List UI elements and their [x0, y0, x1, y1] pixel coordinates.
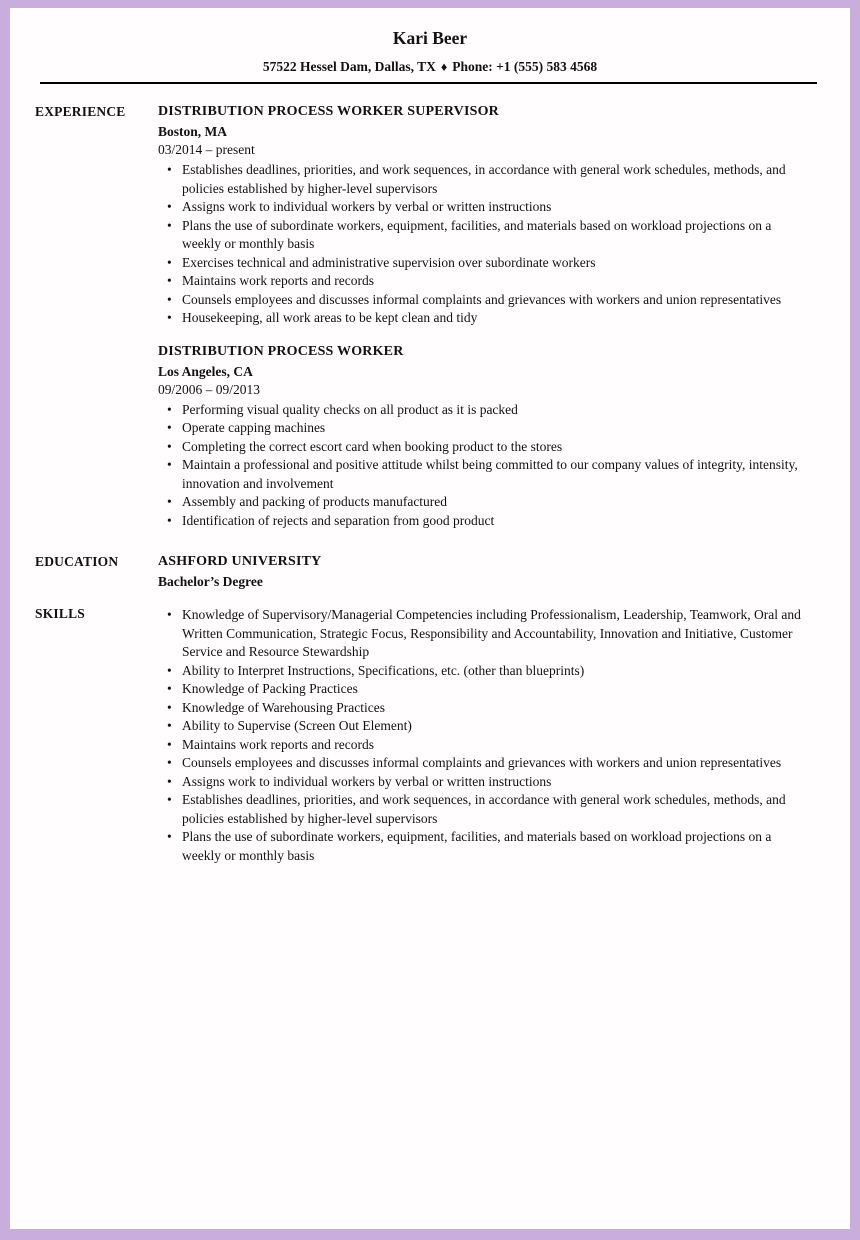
bullet-item: • Assigns work to individual workers by verbal or written instructions [158, 773, 810, 792]
job-bullets-list [158, 401, 810, 531]
bullet-item: • Establishes deadlines, priorities, and work sequences, in accordance with general work schedules, methods, and policies established by higher-level supervisors [158, 791, 810, 828]
job-entry-worker [158, 342, 810, 531]
bullet-item: • Identification of rejects and separation from good product [158, 512, 810, 531]
job-title: DISTRIBUTION PROCESS WORKER SUPERVISOR [158, 104, 499, 119]
bullet-item: • Maintain a professional and positive attitude whilst being committed to our company values of integrity, intensity, innovation and involvement [158, 456, 810, 493]
bullet-item: • Knowledge of Supervisory/Managerial Competencies including Professionalism, Leadership, Teamwork, Oral and Written Communication, Strategic Focus, Responsibility and Accountability, Innovation and Initiative, Customer Service and Resource Stewardship [158, 606, 810, 662]
bullet-item: • Knowledge of Packing Practices [158, 680, 810, 699]
diamond-separator-icon: ♦ [440, 60, 448, 74]
job-location: Boston, MA [158, 124, 228, 139]
bullet-item: • Plans the use of subordinate workers, equipment, facilities, and materials based on workload projections on a weekly or monthly basis [158, 217, 810, 254]
bullet-item: • Completing the correct escort card when booking product to the stores [158, 438, 810, 457]
bullet-item: • Exercises technical and administrative supervision over subordinate workers [158, 254, 810, 273]
bullet-item: • Counsels employees and discusses informal complaints and grievances with workers and union representatives [158, 291, 810, 310]
bullet-item: • Assigns work to individual workers by verbal or written instructions [158, 198, 810, 217]
bullet-item: • Maintains work reports and records [158, 272, 810, 291]
job-title: DISTRIBUTION PROCESS WORKER [158, 343, 404, 359]
header-divider [40, 82, 817, 84]
degree-name: Bachelor’s Degree [158, 574, 263, 589]
bullet-item: • Performing visual quality checks on all product as it is packed [158, 401, 810, 420]
bullet-item: • Housekeeping, all work areas to be kept clean and tidy [158, 309, 810, 328]
education-content [158, 552, 810, 592]
section-skills [10, 604, 850, 865]
bullet-item: • Maintains work reports and records [158, 736, 810, 755]
bullet-item: • Knowledge of Warehousing Practices [158, 699, 810, 718]
bullet-item: • Counsels employees and discusses informal complaints and grievances with workers and union representatives [158, 754, 810, 773]
school-name: ASHFORD UNIVERSITY [158, 554, 322, 569]
section-label-experience: EXPERIENCE [35, 104, 126, 119]
bullet-item: • Establishes deadlines, priorities, and work sequences, in accordance with general work schedules, methods, and policies established by higher-level supervisors [158, 161, 810, 198]
candidate-name: Kari Beer [392, 28, 468, 48]
bullet-item: • Ability to Supervise (Screen Out Element) [158, 717, 810, 736]
bullet-item: • Operate capping machines [158, 419, 810, 438]
bullet-item: • Plans the use of subordinate workers, equipment, facilities, and materials based on workload projections on a weekly or monthly basis [158, 828, 810, 865]
job-dates: 09/2006 – 09/2013 [158, 381, 261, 397]
skills-bullets-list [158, 606, 810, 865]
bullet-item: • Ability to Interpret Instructions, Specifications, etc. (other than blueprints) [158, 662, 810, 681]
contact-address: 57522 Hessel Dam, Dallas, TX [262, 59, 436, 74]
section-experience [10, 102, 850, 530]
job-dates: 03/2014 – present [158, 142, 255, 157]
resume-page [10, 8, 850, 1229]
contact-phone: Phone: +1 (555) 583 4568 [452, 59, 598, 74]
job-location: Los Angeles, CA [158, 363, 253, 379]
contact-line [10, 58, 850, 76]
bullet-item: • Assembly and packing of products manufactured [158, 493, 810, 512]
section-education [10, 552, 850, 592]
section-label-education: EDUCATION [35, 554, 119, 569]
experience-content [158, 102, 810, 530]
job-bullets-list [158, 161, 810, 328]
job-entry-supervisor [158, 102, 810, 328]
section-label-skills: SKILLS [35, 606, 85, 621]
